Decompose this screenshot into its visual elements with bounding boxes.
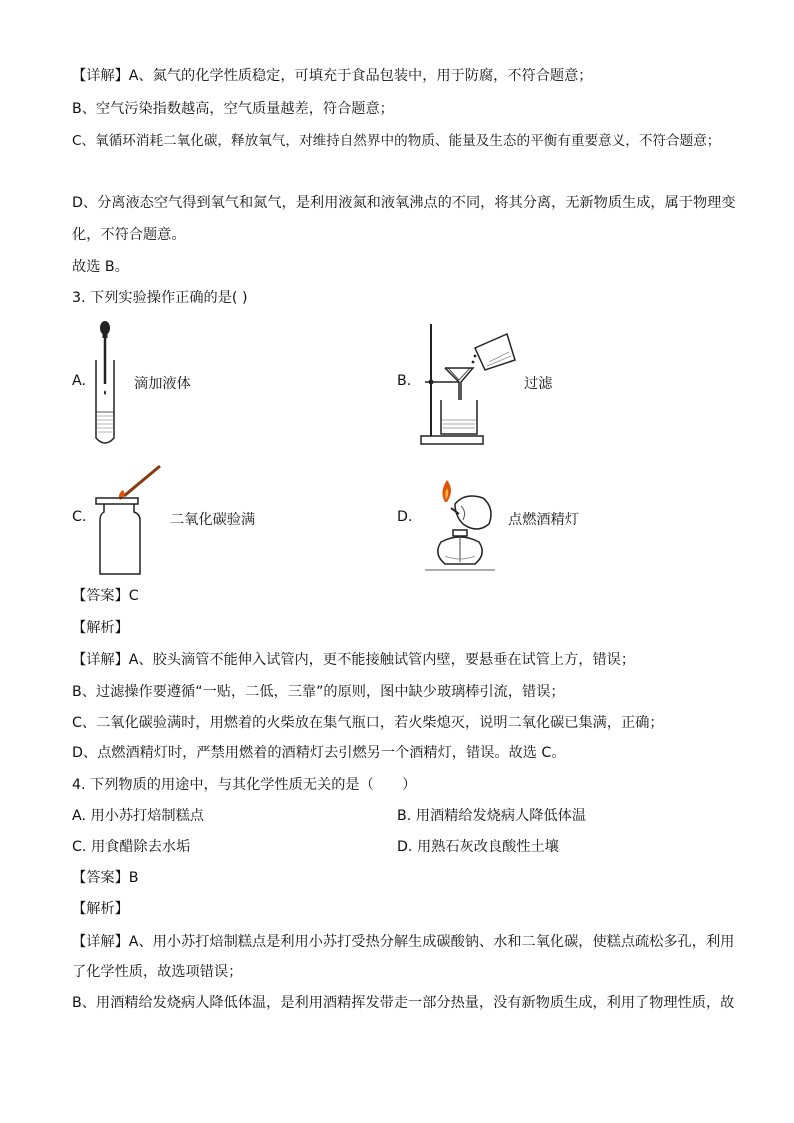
q2-detail-b: B、空气污染指数越高，空气质量越差，符合题意； xyxy=(72,101,394,117)
q4-analysis-title: 【解析】 xyxy=(72,901,129,917)
q4-answer: 【答案】B xyxy=(72,870,139,886)
q3-option-a-letter: A. xyxy=(72,373,86,389)
q2-detail-d-line2: 化，不符合题意。 xyxy=(72,227,186,243)
q3-detail-d: D、点燃酒精灯时，严禁用燃着的酒精灯去引燃另一个酒精灯，错误。故选 C。 xyxy=(72,745,566,761)
q3-option-d-letter: D. xyxy=(397,509,413,525)
q3-option-c-label: 二氧化碳验满 xyxy=(170,512,256,528)
q4-detail-b-line1: B、用酒精给发烧病人降低体温，是利用酒精挥发带走一部分热量，没有新物质生成，利用了物理性质，故 xyxy=(72,995,735,1011)
filtration-apparatus-figure xyxy=(415,320,520,448)
gas-bottle-match-figure xyxy=(90,462,165,578)
q4-option-b xyxy=(397,806,586,826)
q3-detail-b: B、过滤操作要遵循“一贴，二低，三靠”的原则，图中缺少玻璃棒引流，错误； xyxy=(72,684,565,700)
q3-answer: 【答案】C xyxy=(72,588,139,604)
q4-option-c-text: 用食醋除去水垢 xyxy=(90,839,191,855)
q4-option-a xyxy=(72,806,204,826)
q3-option-b-letter: B. xyxy=(397,373,412,389)
q2-detail-d-line1: D、分离液态空气得到氧气和氮气，是利用液氮和液氧沸点的不同，将其分离，无新物质生成，属于物理变 xyxy=(72,195,736,211)
q2-detail-c: C、氧循环消耗二氧化碳，释放氧气，对维持自然界中的物质、能量及生态的平衡有重要意义，不符合题意； xyxy=(72,133,721,149)
q3-option-d-label: 点燃酒精灯 xyxy=(508,512,579,528)
q4-option-c-letter: C. xyxy=(72,839,87,855)
q4-option-d-letter: D. xyxy=(397,839,413,855)
dropper-test-tube-figure xyxy=(90,320,120,446)
q3-stem: 3. 下列实验操作正确的是( ) xyxy=(72,290,248,306)
q4-option-b-text: 用酒精给发烧病人降低体温 xyxy=(415,808,587,824)
q3-detail-c: C、二氧化碳验满时，用燃着的火柴放在集气瓶口，若火柴熄灭，说明二氧化碳已集满，正确； xyxy=(72,715,664,731)
q4-option-a-letter: A. xyxy=(72,808,86,824)
q4-detail-a-line2: 了化学性质，故选项错误； xyxy=(72,964,243,980)
q4-option-d-text: 用熟石灰改良酸性土壤 xyxy=(416,839,559,855)
q4-detail-a-line1: 【详解】A、用小苏打焙制糕点是利用小苏打受热分解生成碳酸钠、水和二氧化碳，使糕点疏松多孔，利用 xyxy=(72,934,735,950)
q4-option-d xyxy=(397,837,559,857)
alcohol-lamp-figure xyxy=(415,478,505,572)
q3-option-a-label: 滴加液体 xyxy=(134,376,191,392)
q2-conclusion: 故选 B。 xyxy=(72,259,129,275)
q4-stem: 4. 下列物质的用途中，与其化学性质无关的是（ ） xyxy=(72,777,417,793)
q4-option-a-text: 用小苏打焙制糕点 xyxy=(90,808,204,824)
q4-option-c xyxy=(72,837,190,857)
q3-detail-a: 【详解】A、胶头滴管不能伸入试管内，更不能接触试管内壁，要悬垂在试管上方，错误； xyxy=(72,652,636,668)
q3-option-c-letter: C. xyxy=(72,509,87,525)
q4-option-b-letter: B. xyxy=(397,808,412,824)
q3-option-b-label: 过滤 xyxy=(524,376,553,392)
q3-analysis-title: 【解析】 xyxy=(72,620,129,636)
q2-detail-a: 【详解】A、氮气的化学性质稳定，可填充于食品包装中，用于防腐，不符合题意； xyxy=(72,68,593,84)
